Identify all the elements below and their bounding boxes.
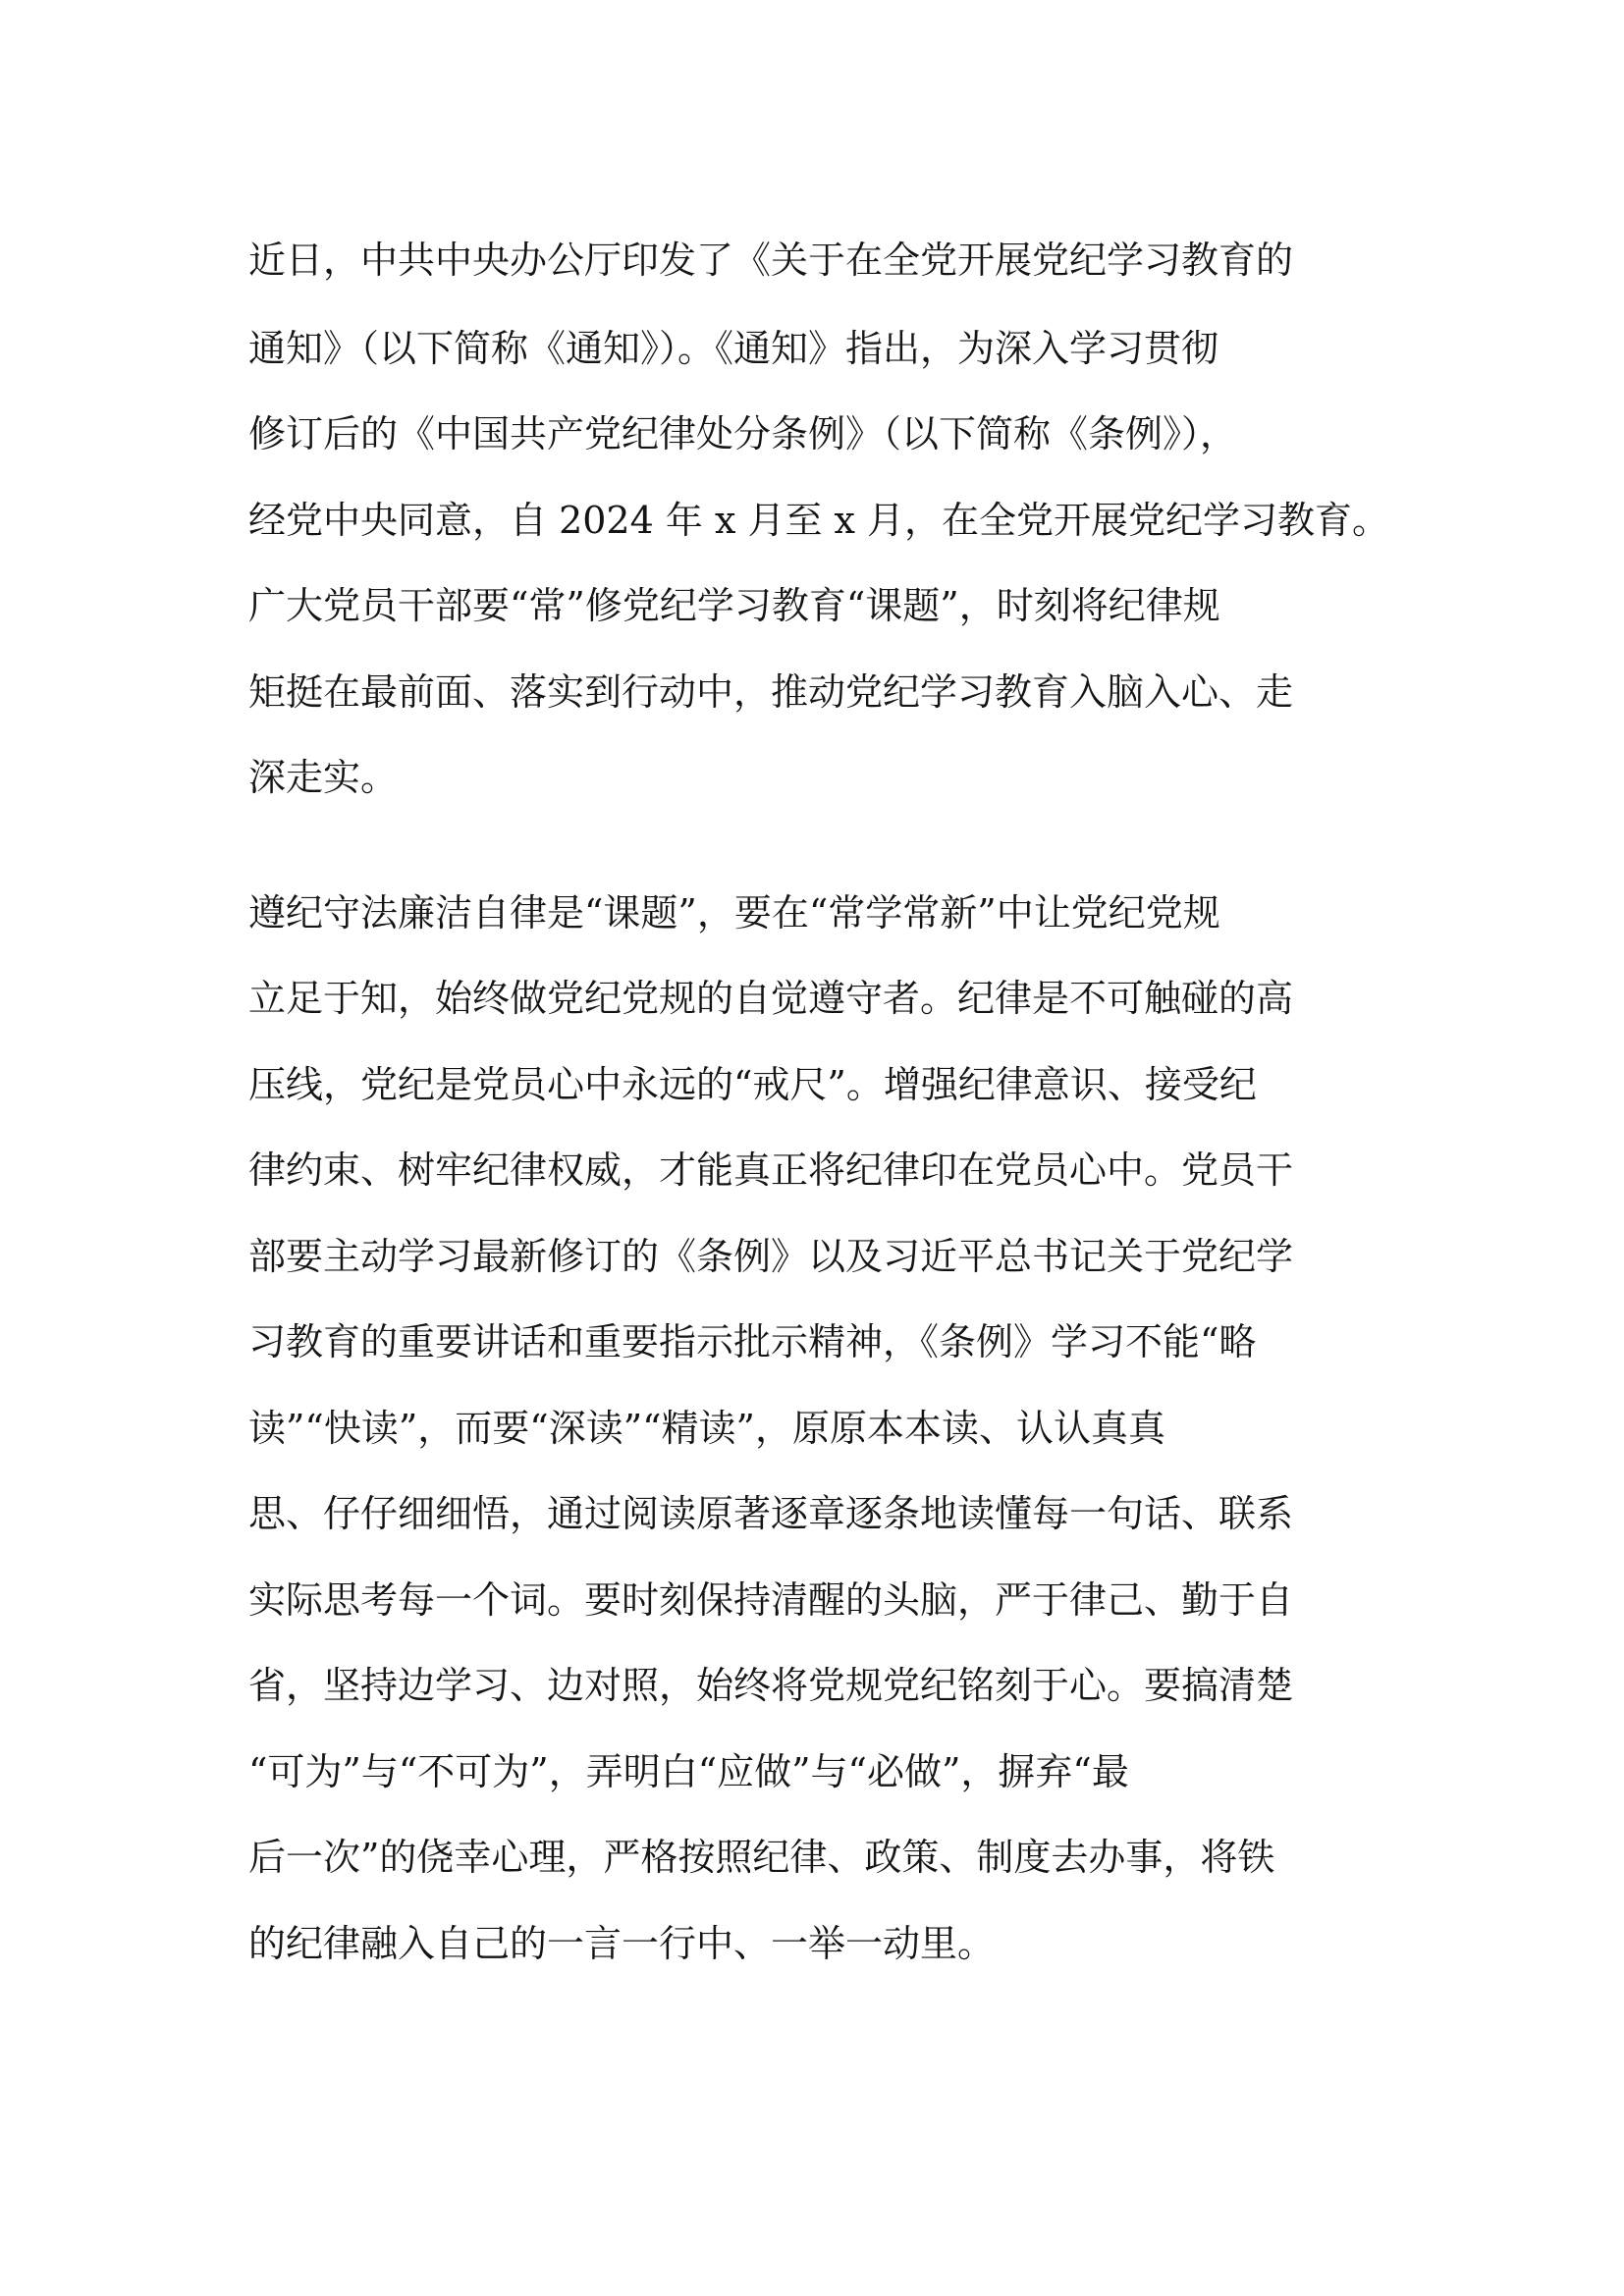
paragraph-line: 经党中央同意，自 2024 年 x 月至 x 月，在全党开展党纪学习教育。 bbox=[248, 499, 1390, 542]
paragraph-line: 习教育的重要讲话和重要指示批示精神，《条例》学习不能“略 bbox=[248, 1320, 1257, 1363]
paragraph-line: 后一次”的侥幸心理，严格按照纪律、政策、制度去办事，将铁 bbox=[248, 1836, 1275, 1879]
paragraph-line: 遵纪守法廉洁自律是“课题”，要在“常学常新”中让党纪党规 bbox=[248, 891, 1220, 934]
paragraph-line: 矩挺在最前面、落实到行动中，推动党纪学习教育入脑入心、走 bbox=[248, 670, 1294, 714]
paragraph-line: 通知》（以下简称《通知》）。《通知》指出，为深入学习贯彻 bbox=[248, 327, 1219, 370]
paragraph-line: 压线，党纪是党员心中永远的“戒尺”。增强纪律意识、接受纪 bbox=[248, 1063, 1257, 1106]
paragraph-line: 省，坚持边学习、边对照，始终将党规党纪铭刻于心。要搞清楚 bbox=[248, 1664, 1294, 1707]
paragraph-line: 读”“快读”，而要“深读”“精读”，原原本本读、认认真真 bbox=[248, 1407, 1165, 1450]
paragraph-line: 立足于知，始终做党纪党规的自觉遵守者。纪律是不可触碰的高 bbox=[248, 977, 1294, 1020]
paragraph-line: “可为”与“不可为”，弄明白“应做”与“必做”，摒弃“最 bbox=[248, 1750, 1129, 1793]
paragraph-line: 广大党员干部要“常”修党纪学习教育“课题”，时刻将纪律规 bbox=[248, 584, 1220, 627]
paragraph-line: 思、仔仔细细悟，通过阅读原著逐章逐条地读懂每一句话、联系 bbox=[248, 1492, 1294, 1535]
paragraph-line: 的纪律融入自己的一言一行中、一举一动里。 bbox=[248, 1922, 996, 1965]
paragraph-line: 近日，中共中央办公厅印发了《关于在全党开展党纪学习教育的 bbox=[248, 239, 1294, 282]
paragraph-line: 深走实。 bbox=[248, 756, 399, 799]
paragraph-line: 修订后的《中国共产党纪律处分条例》（以下简称《条例》）， bbox=[248, 412, 1238, 455]
paragraph-line: 律约束、树牢纪律权威，才能真正将纪律印在党员心中。党员干 bbox=[248, 1148, 1294, 1192]
paragraph-line: 实际思考每一个词。要时刻保持清醒的头脑，严于律己、勤于自 bbox=[248, 1578, 1294, 1622]
paragraph-line: 部要主动学习最新修订的《条例》以及习近平总书记关于党纪学 bbox=[248, 1235, 1294, 1278]
